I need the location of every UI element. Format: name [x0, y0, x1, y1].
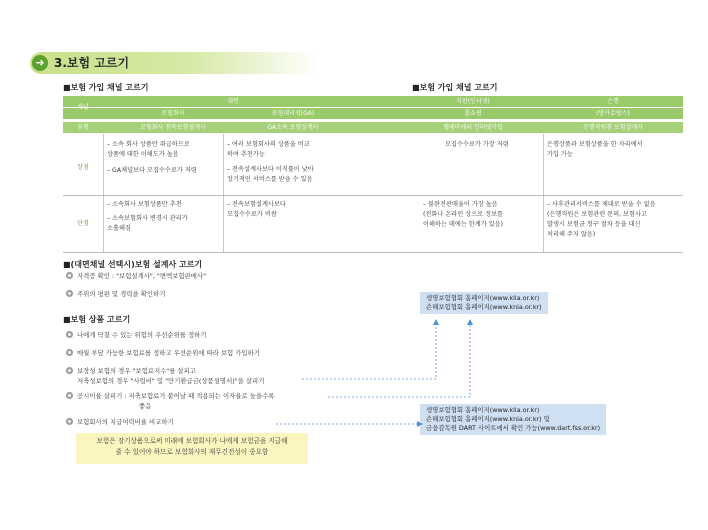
arrow-up-icon — [467, 319, 473, 325]
cons-bank: – 사후관리서비스를 제대로 받을 수 없음 (은행직원은 보험관련 문의, 보험사고 발생시 보험금 청구 절차 등을 대신 처리해 주지 않음) — [547, 201, 656, 238]
product-item: 보장성 보험의 경우 "보험료지수"를 살피고 — [66, 366, 196, 376]
product-heading: ■보험 상품 고르기 — [63, 315, 131, 324]
header-face: 대면 — [227, 98, 239, 105]
header-homeshop: 홈쇼핑 — [464, 110, 482, 117]
cons-direct: – 불완전판매율이 가장 높음 (전화나 온라인 상으로 정보를 이해하는 데에는 한계가 있음) — [423, 201, 504, 228]
cons-agency: – 전속보험설계사보다 모집수수료가 비쌈 — [227, 201, 286, 218]
header-channel: 채널 — [77, 104, 89, 111]
info-box-association: 생명보험협회 홈페이지(www.klia.or.kr) 손해보험협회 홈페이지(www.knia.or.kr) — [420, 292, 548, 314]
pros-bank: 은행상품과 보험상품을 한 자리에서 가입 가능 — [547, 141, 643, 158]
type-bank: 은행직원겸 보험설계사 — [583, 124, 643, 131]
arrow-right-icon — [417, 421, 423, 427]
pros-direct: 모집수수료가 가장 저렴 — [445, 141, 509, 148]
header-type: 유형 — [77, 124, 89, 131]
section-title: 3.보험 고르기 — [54, 56, 130, 70]
connector-line — [302, 323, 436, 379]
arrow-right-icon: ➜ — [32, 55, 48, 71]
channel-heading-right: ■보험 가입 채널 고르기 — [412, 83, 498, 92]
header-insurer: 보험회사 — [161, 110, 185, 117]
row-label-pros: 장점 — [77, 164, 89, 171]
product-item-continuation: 좋음 — [139, 402, 152, 410]
header-agency: 보험대리점(GA) — [271, 110, 315, 117]
note-box: 보험은 장기상품으로써 미래에 보험회사가 나에게 보험금을 지급해 줄 수 있어야 하므로 보험회사의 재무건전성이 중요함 — [76, 433, 308, 464]
row-label-cons: 단점 — [77, 220, 89, 227]
header-bancassurance: (방카슈랑스) — [596, 110, 630, 117]
product-item: 매월 부담 가능한 보험료를 정하고 우선순위에 따라 보험 가입하기 — [66, 348, 260, 358]
designer-item: 주위의 평판 및 경력을 확인하기 — [66, 289, 165, 299]
type-insurer: 보험회사 전속보험설계사 — [140, 124, 206, 131]
header-bank: 은행 — [607, 98, 619, 105]
product-item: 나에게 닥칠 수 있는 위험의 우선순위를 정하기 — [66, 330, 206, 340]
type-direct: 텔레마케터 인터넷가입 — [443, 124, 503, 131]
channel-heading-left: ■보험 가입 채널 고르기 — [63, 83, 149, 92]
pros-insurer: – 소속 회사 상품만 취급하므로 상품에 대한 이해도가 높음 – GA채널보다 모집수수료가 저렴 — [107, 141, 197, 174]
product-item: 공시이율 살피기 : 저축보험료가 붙어날 때 적용되는 이자율로 높을수록 — [66, 391, 274, 401]
header-direct: 직판(인터넷) — [456, 98, 490, 105]
designer-item: 자격증 확인 : "보험설계사", "변액보험판매사" — [66, 271, 206, 281]
arrow-up-icon — [433, 319, 439, 325]
info-box-association-dart: 생명보험협회 홈페이지(www.klia.or.kr) 손해보험협회 홈페이지(www.knia.or.kr) 및 금융감독원 DART 사이트에서 확인 가능(www.dart.fss.or.kr) — [420, 404, 606, 435]
connector-line — [328, 323, 470, 397]
cons-insurer: – 소속회사 보험상품만 추천 – 소속보험회사 변경시 관리가 소홀해짐 — [107, 201, 188, 232]
product-item-continuation: 저축성보험의 경우 "사업비" 및 "만기환급금(상품설명서)"을 살피기 — [77, 377, 265, 385]
pros-agency: – 여러 보험회사의 상품을 비교 하여 추천가능 – 전속설계사보다 이직률이 낮아 장기적인 서비스를 받을 수 있음 — [227, 141, 314, 183]
designer-heading: ■(대면채널 선택시)보험 설계사 고르기 — [63, 260, 203, 269]
product-item: 보험회사의 지급여력비율 비교하기 — [66, 417, 174, 427]
type-agency: GA소속 보험설계사 — [267, 124, 319, 131]
